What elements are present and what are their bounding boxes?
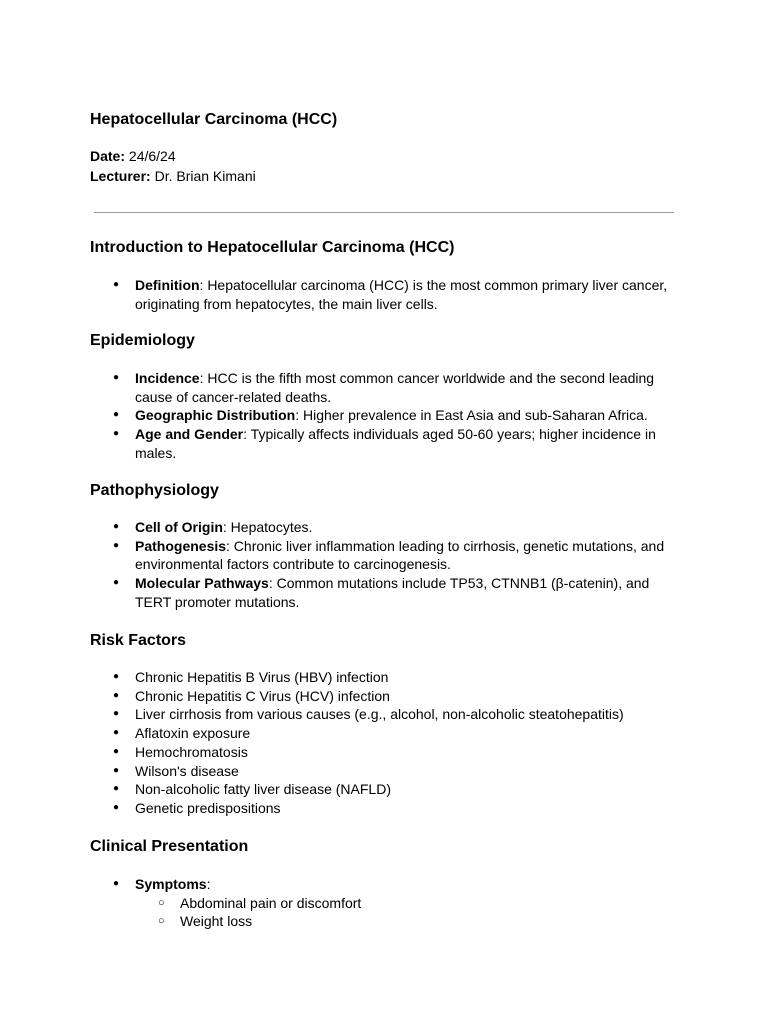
list-item-term: Cell of Origin bbox=[135, 519, 223, 535]
list-item-text: : HCC is the fifth most common cancer worldwide and the second leading cause of cancer-related deaths. bbox=[135, 370, 655, 405]
clinical-presentation-list bbox=[90, 875, 680, 931]
list-item-text: : Common mutations include TP53, CTNNB1 (β-catenin), and TERT promoter mutations. bbox=[135, 575, 650, 610]
list-item-term: Pathogenesis bbox=[135, 537, 227, 554]
list-item-term: Molecular Pathways bbox=[135, 575, 269, 592]
list-item-term: Symptoms bbox=[135, 876, 207, 892]
section-introduction bbox=[90, 238, 680, 258]
list-item-term: Age and Gender bbox=[135, 426, 244, 443]
list-item-text: : Typically affects individuals aged 50-60 years; higher incidence in males. bbox=[135, 426, 656, 461]
horizontal-divider bbox=[94, 212, 674, 213]
section-epidemiology bbox=[90, 331, 680, 351]
list-item-text: : Higher prevalence in East Asia and sub-Saharan Africa. bbox=[295, 407, 648, 424]
introduction-list bbox=[90, 276, 680, 313]
list-item: ● Wilson's disease bbox=[90, 762, 680, 781]
epidemiology-list bbox=[90, 369, 680, 463]
list-item: ● Genetic predispositions bbox=[90, 799, 680, 818]
list-item bbox=[90, 537, 680, 574]
list-item: ● Chronic Hepatitis C Virus (HCV) infection bbox=[90, 687, 680, 706]
section-heading: Risk Factors bbox=[90, 632, 187, 649]
section-heading: Introduction to Hepatocellular Carcinoma (HCC) bbox=[90, 239, 455, 256]
sublist-item: ○ Weight loss bbox=[135, 912, 680, 931]
list-item-term: Geographic Distribution bbox=[135, 407, 296, 424]
section-clinical-presentation bbox=[90, 837, 680, 857]
date-value: 24/6/24 bbox=[125, 148, 176, 164]
risk-factors-list bbox=[90, 668, 680, 818]
list-item-text: : Hepatocytes. bbox=[222, 519, 313, 535]
section-heading: Pathophysiology bbox=[90, 482, 219, 499]
list-item: ● Hemochromatosis bbox=[90, 743, 680, 762]
list-item bbox=[90, 574, 680, 611]
list-item-term: Definition bbox=[135, 277, 200, 293]
list-item: ● Liver cirrhosis from various causes (e.g., alcohol, non-alcoholic steatohepatitis) bbox=[90, 705, 680, 724]
sublist-item: ○ Abdominal pain or discomfort bbox=[135, 894, 680, 913]
list-item bbox=[90, 518, 680, 537]
list-item-text: : Chronic liver inflammation leading to cirrhosis, genetic mutations, and environmental factors contribute to carcinogenesis. bbox=[135, 537, 665, 573]
section-risk-factors bbox=[90, 631, 680, 651]
list-item: ● Non-alcoholic fatty liver disease (NAFLD) bbox=[90, 780, 680, 799]
lecturer-label: Lecturer: bbox=[90, 168, 151, 184]
list-item bbox=[90, 875, 680, 931]
date-label: Date: bbox=[90, 148, 126, 164]
date-line bbox=[90, 147, 176, 165]
list-item-term: Incidence bbox=[135, 370, 200, 386]
symptoms-sublist bbox=[135, 894, 680, 931]
document-title: Hepatocellular Carcinoma (HCC) bbox=[90, 111, 338, 128]
list-item-text: : Hepatocellular carcinoma (HCC) is the most common primary liver cancer, originating from hepatocytes, the main liver cells. bbox=[135, 277, 668, 312]
list-item: ● Aflatoxin exposure bbox=[90, 724, 680, 743]
pathophysiology-list bbox=[90, 518, 680, 612]
list-item bbox=[90, 369, 680, 406]
list-item bbox=[90, 276, 680, 313]
list-item-text: : bbox=[206, 876, 211, 892]
section-heading: Clinical Presentation bbox=[90, 838, 249, 855]
section-heading: Epidemiology bbox=[90, 332, 195, 349]
section-pathophysiology bbox=[90, 481, 680, 501]
lecturer-line bbox=[90, 167, 256, 185]
list-item: ● Chronic Hepatitis B Virus (HBV) infection bbox=[90, 668, 680, 687]
list-item bbox=[90, 425, 680, 462]
lecturer-value: Dr. Brian Kimani bbox=[150, 168, 256, 184]
list-item bbox=[90, 406, 680, 425]
